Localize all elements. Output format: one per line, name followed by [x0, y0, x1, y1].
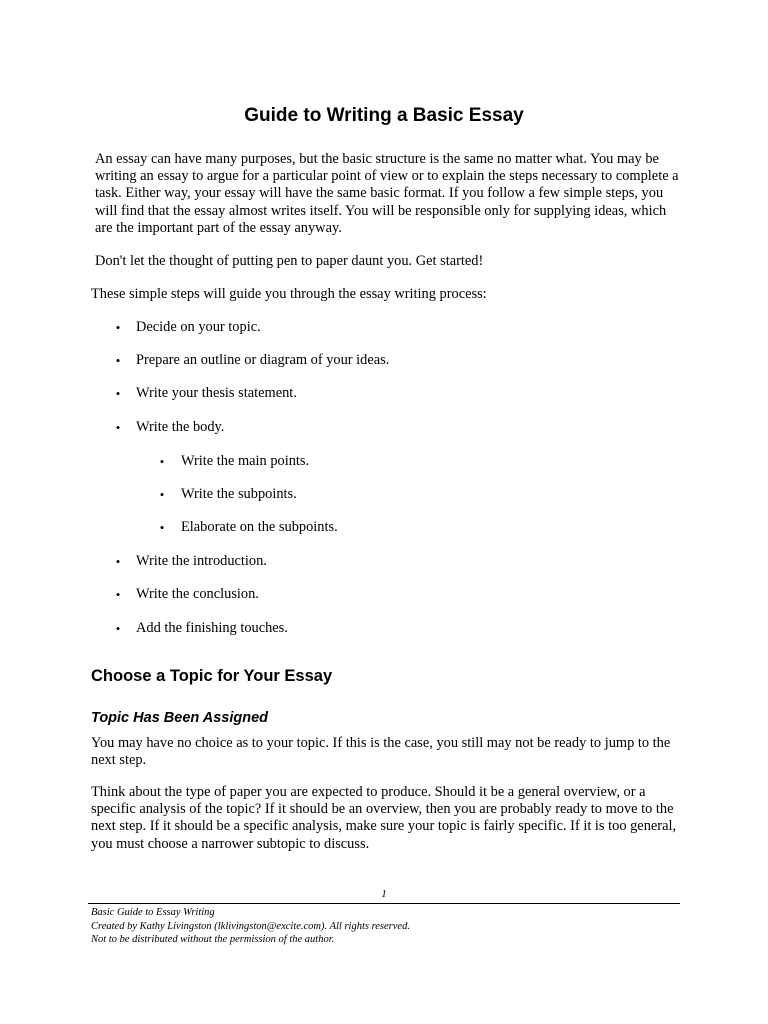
steps-intro-text: These simple steps will guide you through the essay writing process:	[91, 286, 487, 302]
encouragement-text: Don't let the thought of putting pen to paper daunt you. Get started!	[95, 253, 484, 269]
list-item-text: Write the conclusion.	[136, 586, 259, 602]
bullet-marker: •	[115, 587, 121, 602]
list-item-text: Write the introduction.	[136, 553, 267, 569]
sub-list-item-text: Elaborate on the subpoints.	[181, 519, 338, 535]
body-paragraph: You may have no choice as to your topic. If this is the case, you still may not be ready to jump to the next step.	[91, 735, 671, 769]
footer-divider	[88, 903, 680, 904]
list-item-text: Add the finishing touches.	[136, 620, 288, 636]
bullet-marker: •	[115, 320, 121, 335]
footer	[91, 906, 681, 947]
list-item-text: Write your thesis statement.	[136, 385, 297, 401]
bullet-marker: •	[115, 554, 121, 569]
bullet-marker: •	[159, 454, 165, 469]
sub-list-item-text: Write the subpoints.	[181, 486, 297, 502]
intro-paragraph: An essay can have many purposes, but the basic structure is the same no matter what. You may be writing an essay to argue for a particular point of view or to explain the steps necessary to complete a task. Either way, your essay will have the same basic format. If you follow a few simple steps, you will find that the essay almost writes itself. You will be responsible only for supplying ideas, which are the important part of the essay anyway.	[95, 151, 679, 236]
footer-title: Basic Guide to Essay Writing	[91, 907, 215, 918]
page-number: 1	[381, 888, 387, 900]
bullet-marker: •	[159, 487, 165, 502]
sub-list-item-text: Write the main points.	[181, 453, 310, 469]
bullet-marker: •	[115, 353, 121, 368]
bullet-marker: •	[115, 621, 121, 636]
bullet-marker: •	[115, 420, 121, 435]
section-heading: Choose a Topic for Your Essay	[91, 667, 333, 685]
bullet-marker: •	[115, 386, 121, 401]
bullet-marker: •	[159, 520, 165, 535]
footer-credit: Created by Kathy Livingston (lklivingston@excite.com). All rights reserved.	[91, 920, 410, 932]
footer-notice: Not to be distributed without the permission of the author.	[91, 934, 335, 945]
subsection-heading: Topic Has Been Assigned	[91, 710, 268, 726]
body-paragraph: Think about the type of paper you are expected to produce. Should it be a general overview, or a specific analysis of the topic? If it should be an overview, then you are probably ready to move to the next step. If it should be a specific analysis, make sure your topic is fairly specific. If it is too general, you must choose a narrower subtopic to discuss.	[91, 784, 677, 852]
list-item-text: Decide on your topic.	[136, 319, 261, 335]
list-item-text: Write the body.	[136, 419, 225, 435]
page-title: Guide to Writing a Basic Essay	[244, 105, 524, 126]
list-item-text: Prepare an outline or diagram of your ideas.	[136, 352, 390, 368]
